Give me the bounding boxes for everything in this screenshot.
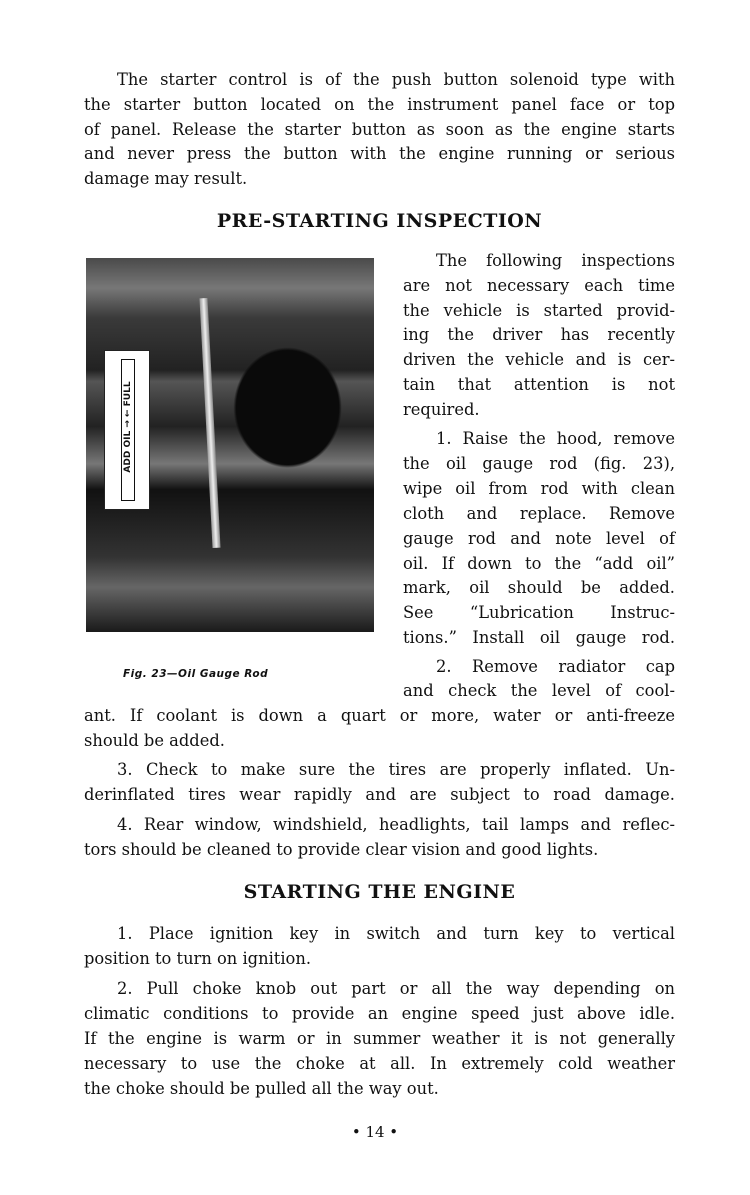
text-line: the choke should be pulled all the way out. <box>84 1079 439 1098</box>
gauge-label: ADD OIL → ← FULL <box>123 381 133 473</box>
text-line: tions.” Install oil gauge rod. <box>403 628 675 648</box>
text-line: gauge rod and note level of <box>403 528 675 548</box>
text-line: mark, oil should be added. <box>403 578 675 598</box>
text-line: and never press the button with the engine running or serious <box>84 144 675 164</box>
text-line: wipe oil from rod with clean <box>403 478 675 498</box>
text-line: oil. If down to the “add oil” <box>403 553 675 573</box>
text-line: 1. Place ignition key in switch and turn key to vertical <box>117 924 675 943</box>
text-line: the starter button located on the instrument panel face or top <box>84 94 675 114</box>
page-number: • 14 • <box>351 1123 399 1141</box>
text-line: 3. Check to make sure the tires are properly inflated. Un- <box>117 760 675 779</box>
text-line: If the engine is warm or in summer weather it is not generally <box>84 1029 675 1048</box>
text-line: derinflated tires wear rapidly and are subject to road damage. <box>84 785 675 804</box>
text-line: The starter control is of the push button solenoid type with <box>117 70 675 89</box>
text-line: the oil gauge rod (fig. 23), <box>403 453 675 473</box>
section-heading-pre-starting: PRE-STARTING INSPECTION <box>216 210 543 232</box>
text-line: tain that attention is not <box>403 375 675 394</box>
text-line: required. <box>403 399 480 419</box>
text-line: should be added. <box>84 730 225 750</box>
text-line: cloth and replace. Remove <box>403 503 675 523</box>
text-line: of panel. Release the starter button as soon as the engine starts <box>84 119 675 139</box>
text-line: position to turn on ignition. <box>84 949 311 968</box>
text-line: See “Lubrication Instruc- <box>403 603 675 623</box>
text-line: 2. Remove radiator cap <box>436 657 675 676</box>
text-line: The following inspections <box>436 251 675 270</box>
text-line: are not necessary each time <box>403 275 675 295</box>
text-line: 4. Rear window, windshield, headlights, tail lamps and reflec- <box>117 815 675 834</box>
text-line: the vehicle is started provid- <box>403 300 675 320</box>
gauge-inset <box>104 350 150 510</box>
oil-gauge-rod <box>199 298 220 548</box>
text-line: driven the vehicle and is cer- <box>403 350 675 370</box>
section-heading-starting: STARTING THE ENGINE <box>243 881 516 903</box>
text-line: 1. Raise the hood, remove <box>436 429 675 448</box>
text-line: 2. Pull choke knob out part or all the way depending on <box>117 979 675 998</box>
text-line: ing the driver has recently <box>403 325 675 345</box>
text-line: and check the level of cool- <box>403 681 675 700</box>
text-line: tors should be cleaned to provide clear vision and good lights. <box>84 840 599 859</box>
text-line: climatic conditions to provide an engine speed just above idle. <box>84 1004 675 1023</box>
engine-photo <box>86 258 374 632</box>
text-line: necessary to use the choke at all. In extremely cold weather <box>84 1054 675 1073</box>
figure-caption: Fig. 23—Oil Gauge Rod <box>123 668 269 680</box>
text-line: damage may result. <box>84 169 248 189</box>
text-line: ant. If coolant is down a quart or more, water or anti-freeze <box>84 706 675 725</box>
gauge-diagram <box>121 359 135 501</box>
